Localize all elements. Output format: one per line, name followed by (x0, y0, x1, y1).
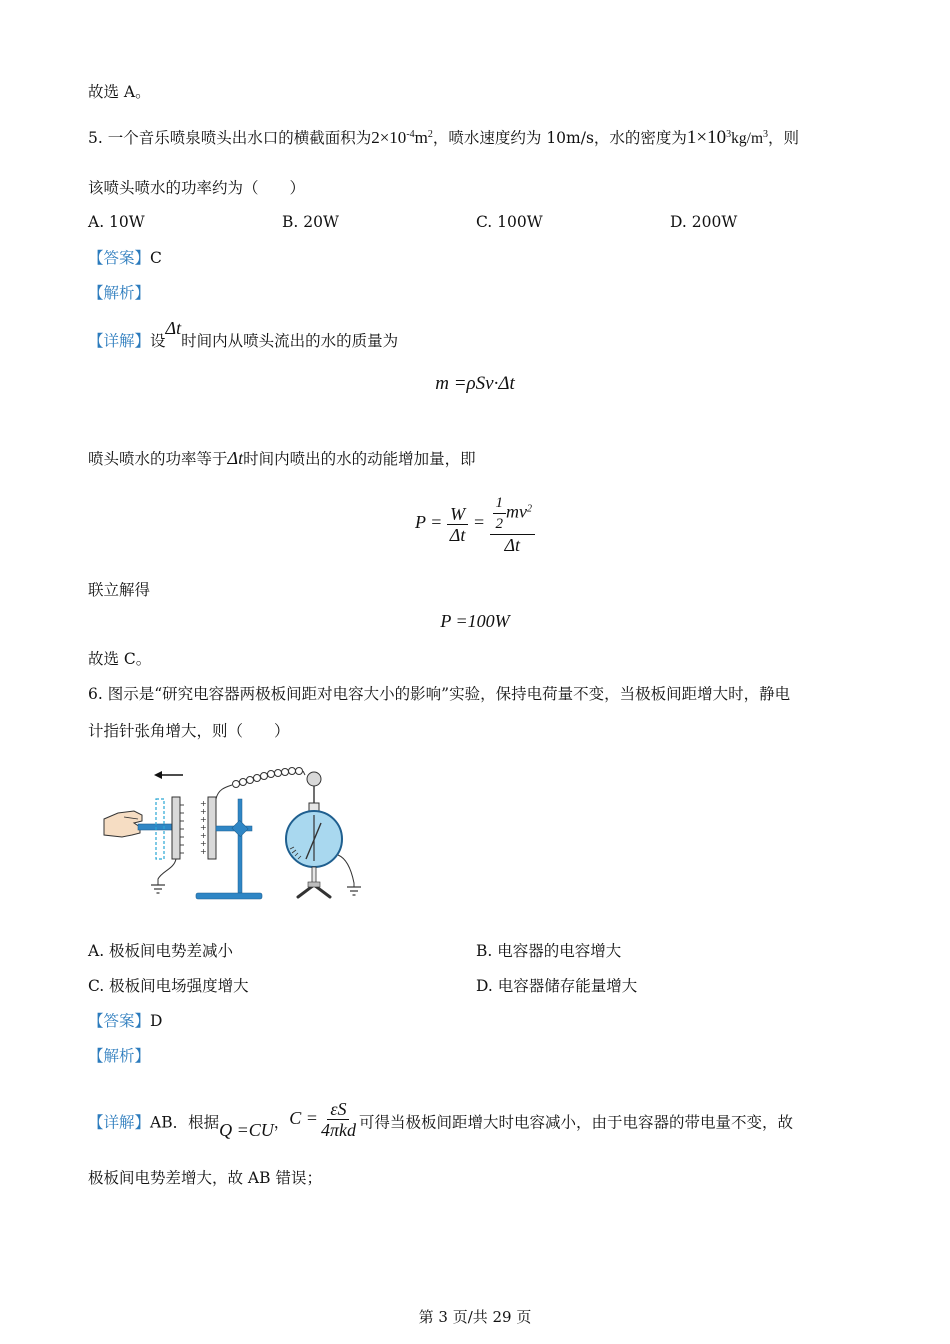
svg-text:+: + (200, 807, 207, 816)
q6-option-b: B. 电容器的电容增大 (476, 942, 622, 960)
movable-plate (172, 797, 180, 859)
svg-text:+: + (200, 815, 207, 824)
svg-text:+: + (200, 839, 207, 848)
prev-conclusion: 故选 A。 (88, 83, 151, 101)
coiled-wire (233, 768, 303, 788)
q6-option-c: C. 极板间电场强度增大 (88, 977, 249, 995)
equation-mass: m =ρSv·Δt (435, 373, 515, 394)
left-arrow-icon (154, 771, 183, 779)
q5-combine-text: 联立解得 (88, 581, 151, 599)
svg-text:+: + (200, 799, 207, 808)
q5-area-value: $2\times 10^{-4}m^2$ (371, 128, 433, 147)
q5-density-value: $1\times 10^3$ (686, 127, 732, 148)
q6-option-d: D. 电容器储存能量增大 (476, 977, 638, 995)
q6-detail-line2: 极板间电势差增大，故 AB 错误； (88, 1169, 322, 1187)
svg-text:+: + (200, 823, 207, 832)
q5-detail-line: 【详解】设Δt时间内从喷头流出的水的质量为 (88, 318, 399, 350)
page-footer: 第 3 页/共 29 页 (418, 1308, 532, 1326)
q5-stem-line2: 该喷头喷水的功率约为（ ） (88, 179, 306, 197)
fixed-plate (200, 797, 216, 859)
q5-option-c: C. 100W (476, 213, 543, 231)
q5-answer: 【答案】C (88, 249, 162, 267)
electrometer (286, 772, 342, 897)
delta-t-symbol: Δt (165, 318, 182, 338)
q5-option-d: D. 200W (670, 213, 738, 231)
svg-text:+: + (200, 847, 207, 856)
q6-answer: 【答案】D (88, 1012, 163, 1030)
q5-option-b: B. 20W (282, 213, 339, 231)
q5-option-a: A. 10W (88, 213, 145, 231)
equation-result: P =100W (440, 611, 510, 631)
q5-analysis-tag: 【解析】 (88, 284, 151, 302)
q6-stem-line1: 6. 图示是“研究电容器两极板间距对电容大小的影响”实验，保持电荷量不变，当极板间距增大时，静电 (88, 685, 791, 703)
q6-stem-line2: 计指针张角增大，则（ ） (88, 722, 290, 740)
q6-option-a: A. 极板间电势差减小 (88, 942, 234, 960)
q5-stem-line1: 5. 一个音乐喷泉喷头出水口的横截面积为$2\times 10^{-4}m^2$，喷水速度约为 10m/s，水的密度为$1\times 10^3kg/m^3$，则 (88, 127, 800, 148)
hand-icon (104, 811, 142, 837)
svg-text:+: + (200, 831, 207, 840)
q5-power-text: 喷头喷水的功率等于Δt时间内喷出的水的动能增加量，即 (88, 448, 476, 468)
equation-power: P = $\frac{W}{\Delta t}$ = $\frac{1}{2}$ $mv^2$ Δt (0, 494, 950, 554)
equation-capacitance: C = $\frac{\varepsilon S}{\text{4πkd}}$ (289, 1099, 356, 1140)
q5-density-unit: $kg/m^3$ (731, 129, 769, 147)
ground-symbol-right (347, 887, 361, 895)
q6-analysis-tag: 【解析】 (88, 1047, 151, 1065)
equation-q-cu: Q =CU (219, 1119, 274, 1140)
capacitor-experiment-figure (100, 763, 370, 905)
q5-conclusion: 故选 C。 (88, 650, 152, 668)
q6-detail-line1: 【详解】AB．根据Q =CU，C = $\frac{\varepsilon S}{\text{4πkd}}$ 可得当极板间距增大时电容减小，由于电容器的带电量不变，故 (88, 1099, 793, 1140)
ground-symbol-left (151, 885, 165, 893)
